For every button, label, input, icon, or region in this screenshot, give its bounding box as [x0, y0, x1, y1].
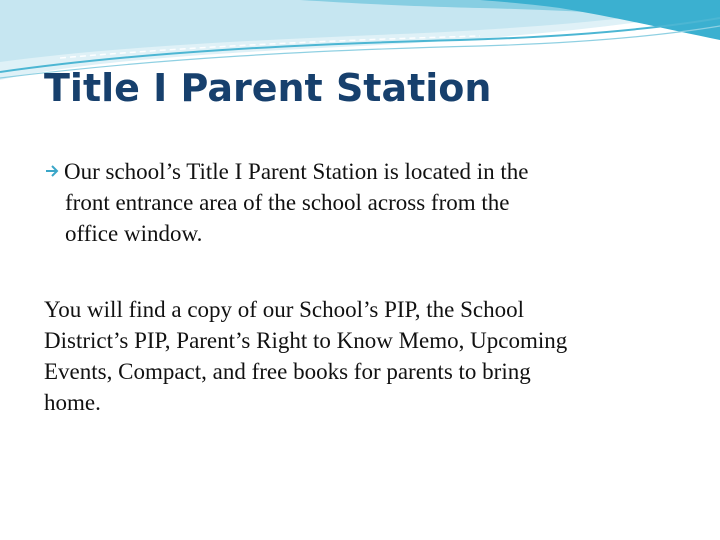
bullet-line-1 [44, 156, 664, 187]
paragraph-line-2: District’s PIP, Parent’s Right to Know Memo, Upcoming [44, 328, 568, 353]
body-paragraph [44, 294, 694, 418]
bullet-paragraph [44, 156, 664, 249]
bullet-arrow-icon [44, 164, 64, 178]
bullet-text-line-1: Our school’s Title I Parent Station is located in the [64, 159, 529, 184]
paragraph-line-1: You will find a copy of our School’s PIP, the School [44, 297, 525, 322]
bullet-text-line-2: front entrance area of the school across from the [65, 190, 510, 215]
slide-title: Title I Parent Station [44, 66, 492, 110]
bullet-text-line-3: office window. [65, 221, 203, 246]
paragraph-line-4: home. [44, 390, 101, 415]
paragraph-line-3: Events, Compact, and free books for parents to bring [44, 359, 531, 384]
